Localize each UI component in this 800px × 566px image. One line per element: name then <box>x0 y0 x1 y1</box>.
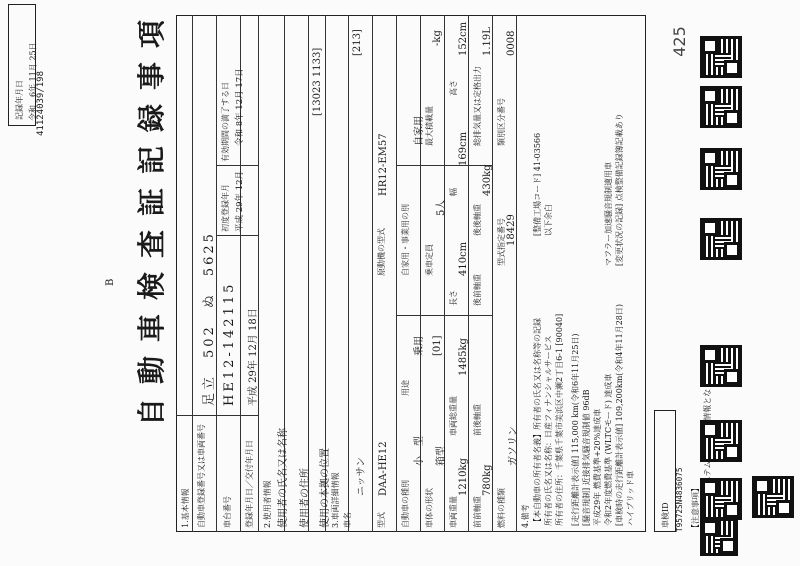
basic-info-heading: 1.基本情報 <box>181 488 190 528</box>
type-spec-label: 型式指定番号 <box>497 218 506 266</box>
note-line-3: 所有者の住所：千葉県千葉市美浜区中瀬2丁目6-1 [90040] <box>555 313 564 526</box>
engine-model-value: HR12-EM57 <box>378 133 389 196</box>
qr-code-icon <box>700 345 742 387</box>
qr-code-icon <box>700 86 742 128</box>
kind-label: 自動車の種別 <box>401 480 410 528</box>
maker-value: ニッサン <box>356 456 367 496</box>
detail-line-6: ハイブリッド車 <box>626 470 635 526</box>
capacity-label: 乗車定員 <box>425 244 434 276</box>
user-address-label: 使用者の住所 <box>300 468 311 528</box>
user-name-label: 使用者の氏名又は名称 <box>278 428 289 528</box>
user-address-code: [13023 1133] <box>312 47 323 116</box>
note-line-5: 以下余白 <box>544 204 553 236</box>
rear-rear-axle-label: 後後軸重 <box>473 204 482 236</box>
notice-label: 【注意事項】 <box>691 484 700 532</box>
record-date-label: 記録年月日 <box>15 80 24 120</box>
vehicle-id-label: 車検ID <box>661 502 670 528</box>
note-line-4: [整備工場コード] 41-03566 <box>533 132 542 236</box>
height-value: 152cm <box>458 21 469 56</box>
length-label: 長さ <box>449 290 458 306</box>
first-registration-value: 平成 29年 12月 <box>235 170 245 232</box>
body-label: 車体の形状 <box>425 488 434 528</box>
user-info-heading: 2.使用者情報 <box>263 480 272 528</box>
max-load-label: 最大積載量 <box>425 106 434 146</box>
page-mark: B <box>105 278 116 286</box>
detail-line-7: マフラー加速騒音規制適用車 <box>604 162 613 266</box>
detail-line-1: [走行距離計表示値] 115,000 km(令和6年11月25日) <box>571 333 580 526</box>
qr-code-icon <box>700 420 742 462</box>
detail-line-5: [車検時の走行距離計表示値] 109,200km(令和4年11月28日) <box>615 304 624 526</box>
expiry-value: 令和 8年 12月 17日 <box>235 68 245 146</box>
fuel-label: 燃料の種類 <box>497 488 506 528</box>
detail-line-3: 平成29年 燃費基準+20%達成車 <box>593 408 602 526</box>
qr-code-icon <box>700 36 742 78</box>
rear-front-axle-label: 後前軸重 <box>473 274 482 306</box>
private-label: 自家用・事業用の別 <box>401 204 410 276</box>
displacement-value: 1.19L <box>482 27 493 56</box>
max-load-value: -kg <box>432 30 443 46</box>
chassis-label: 車台番号 <box>223 496 232 528</box>
registration-label: 自動車登録番号又は車両番号 <box>197 424 206 528</box>
qr-code-icon <box>700 218 742 260</box>
gross-weight-label: 車両総重量 <box>449 396 458 436</box>
type-spec-value: 18429 <box>506 214 517 246</box>
class-label: 類別区分番号 <box>497 98 506 146</box>
detail-line-8: [変更状況の記録] 点検整備記録簿記載あり <box>615 113 624 266</box>
width-value: 169cm <box>458 131 469 166</box>
base-location-label: 使用の本拠の位置 <box>320 448 331 528</box>
vehicle-detail-heading: 3.車両詳細情報 <box>331 472 340 528</box>
fuel-value: ガソリン <box>508 426 519 466</box>
detail-line-2: [騒音規制] 近接排気騒音規制値 96dB <box>582 389 591 526</box>
handwritten-number: 425 <box>669 26 689 57</box>
record-date-value: 令和 6年 11月 25日 <box>29 42 38 121</box>
model-label: 型式 <box>377 512 386 528</box>
class-value: 0008 <box>506 30 517 56</box>
document-title: 自動車検査証記録事項 <box>135 5 168 426</box>
note-line-2: 所有者の氏名又は名称：日産フィナンシャルサービス <box>544 335 553 526</box>
detail-line-4: 令和2年度燃費基準 (WLTCモード) 達成車 <box>604 373 613 526</box>
registration-date-label: 登録年月日／交付年月日 <box>245 440 254 528</box>
weight-label: 車両重量 <box>449 496 458 528</box>
front-front-axle-value: 780kg <box>482 464 493 496</box>
width-label: 幅 <box>449 188 458 196</box>
chassis-value: HE12-142115 <box>222 281 237 406</box>
registration-value: 足立 502 ぬ 5625 <box>202 231 217 406</box>
model-value: DAA-HE12 <box>378 441 389 496</box>
displacement-label: 総排気量又は定格出力 <box>473 66 482 146</box>
height-label: 高さ <box>449 80 458 96</box>
capacity-value: 5人 <box>436 199 447 216</box>
gross-weight-value: 1485kg <box>458 338 469 376</box>
use-value: 乗用 <box>414 336 425 356</box>
front-rear-axle-label: 前後軸重 <box>473 404 482 436</box>
registration-date-value: 平成 29年 12月 18日 <box>248 308 259 406</box>
body-code: [01] <box>432 335 443 356</box>
body-value: 箱型 <box>436 446 447 466</box>
rear-rear-axle-value: 430kg <box>482 164 493 196</box>
qr-code-icon <box>752 476 794 518</box>
note-line-1: 【本自動車の所有者名義】所有者の氏名又は名称等の記録 <box>533 318 542 526</box>
first-registration-label: 初度登録年月 <box>221 184 230 232</box>
qr-code-icon <box>700 518 738 556</box>
front-front-axle-label: 前前軸重 <box>473 496 482 528</box>
weight-value: 1210kg <box>458 458 469 496</box>
qr-code-icon <box>700 478 742 520</box>
engine-model-label: 原動機の型式 <box>377 228 386 276</box>
vehicle-id-value: T9572SN4836075 <box>676 467 685 532</box>
maker-code: [213] <box>352 29 363 56</box>
private-value: 自家用 <box>414 116 425 146</box>
expiry-label: 有効期間の満了する日 <box>221 82 230 162</box>
length-value: 410cm <box>458 241 469 276</box>
maker-label: 車名 <box>343 512 352 528</box>
notes-heading: 4.備考 <box>521 504 530 528</box>
use-label: 用途 <box>401 380 410 396</box>
serial-number: 41124039/198 <box>36 70 46 136</box>
qr-code-icon <box>700 148 742 190</box>
kind-value: 小 型 <box>414 436 425 466</box>
